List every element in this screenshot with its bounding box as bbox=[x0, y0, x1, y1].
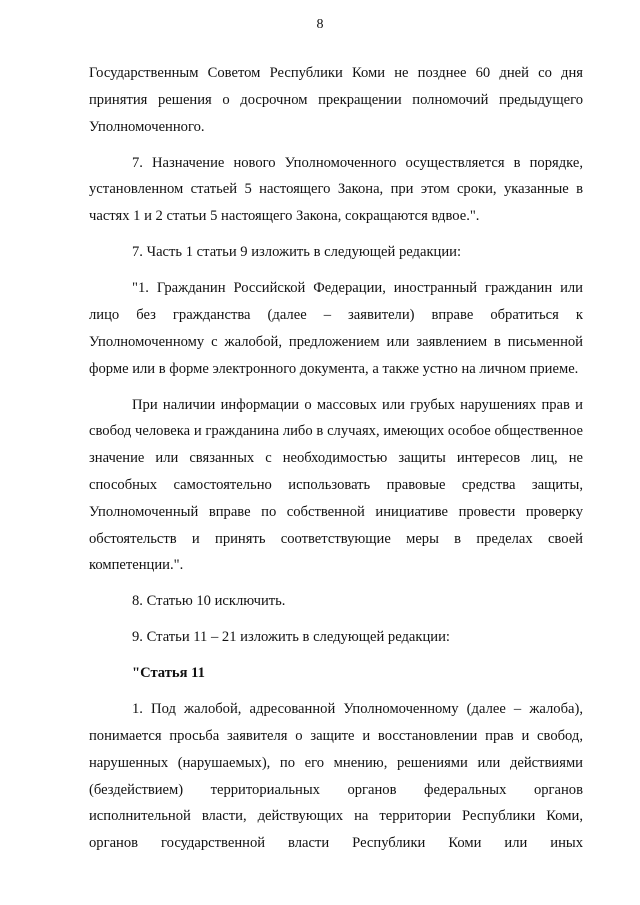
paragraph: 8. Статью 10 исключить. bbox=[132, 593, 286, 610]
document-body bbox=[89, 60, 583, 866]
page-number: 8 bbox=[316, 17, 324, 32]
paragraph: Государственным Советом Республики Коми не позднее 60 дней со дня принятия решения о досрочном прекращении полномочий предыдущего Уполномоченного. bbox=[89, 65, 583, 135]
paragraph: 7. Назначение нового Уполномоченного осуществляется в порядке, установленном статьей 5 настоящего Закона, при этом сроки, указанные в частях 1 и 2 статьи 5 настоящего Закона, сокращаются вдвое.". bbox=[89, 154, 583, 225]
paragraph: 1. Под жалобой, адресованной Уполномоченному (далее – жалоба), понимается просьба заявителя о защите и восстановлении прав и свобод, нарушенных (нарушаемых), по его мнению, решениями или действиями (бездействием) территориальных органов федеральных органов исполнительной власти, действующих на территории Республики Коми, органов государственной власти Республики Коми или иных bbox=[89, 701, 583, 852]
paragraph: "1. Гражданин Российской Федерации, иностранный гражданин или лицо без гражданства (далее – заявители) вправе обратиться к Уполномоченному с жалобой, предложением или заявлением в письменной форме или в форме электронного документа, а также устно на личном приеме. bbox=[89, 280, 583, 377]
paragraph: "Статья 11 bbox=[132, 665, 205, 682]
paragraph: 9. Статьи 11 – 21 изложить в следующей редакции: bbox=[132, 629, 450, 646]
paragraph: При наличии информации о массовых или грубых нарушениях прав и свобод человека и гражданина либо в случаях, имеющих особое общественное значение или связанных с необходимостью защиты интересов лиц, не способных самостоятельно использовать правовые средства защиты, Уполномоченный вправе по собственной инициативе провести проверку обстоятельств и принять соответствующие меры в пределах своей компетенции.". bbox=[89, 396, 583, 574]
paragraph: 7. Часть 1 статьи 9 изложить в следующей редакции: bbox=[132, 244, 462, 261]
